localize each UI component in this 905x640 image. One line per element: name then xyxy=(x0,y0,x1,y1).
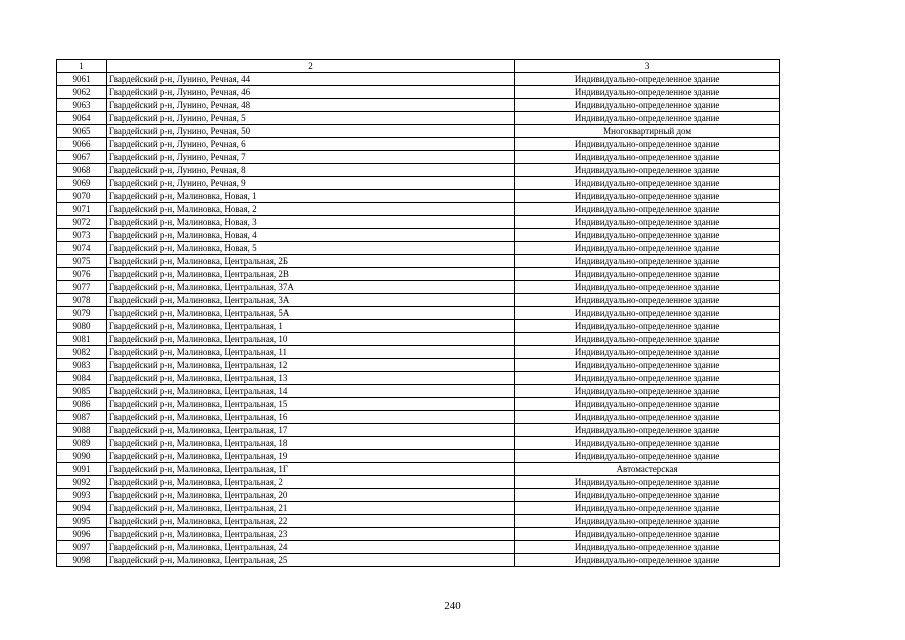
header-cell-2: 2 xyxy=(106,60,514,73)
table-row xyxy=(57,411,780,424)
table-row xyxy=(57,554,780,567)
row-number-cell: 9089 xyxy=(57,437,107,450)
row-number-cell: 9082 xyxy=(57,346,107,359)
table-row xyxy=(57,138,780,151)
table-row xyxy=(57,333,780,346)
address-cell: Гвардейский р-н, Малиновка, Новая, 4 xyxy=(106,229,514,242)
row-number-cell: 9092 xyxy=(57,476,107,489)
address-cell: Гвардейский р-н, Лунино, Речная, 8 xyxy=(106,164,514,177)
table-row xyxy=(57,73,780,86)
row-number-cell: 9095 xyxy=(57,515,107,528)
address-cell: Гвардейский р-н, Малиновка, Новая, 1 xyxy=(106,190,514,203)
row-number-cell: 9090 xyxy=(57,450,107,463)
row-number-cell: 9097 xyxy=(57,541,107,554)
row-number-cell: 9078 xyxy=(57,294,107,307)
table-row xyxy=(57,294,780,307)
row-number-cell: 9076 xyxy=(57,268,107,281)
building-type-cell: Индивидуально-определенное здание xyxy=(515,216,780,229)
building-type-cell: Автомастерская xyxy=(515,463,780,476)
address-cell: Гвардейский р-н, Малиновка, Центральная, 3А xyxy=(106,294,514,307)
row-number-cell: 9072 xyxy=(57,216,107,229)
address-cell: Гвардейский р-н, Малиновка, Центральная, 2 xyxy=(106,476,514,489)
address-cell: Гвардейский р-н, Малиновка, Новая, 3 xyxy=(106,216,514,229)
row-number-cell: 9087 xyxy=(57,411,107,424)
row-number-cell: 9091 xyxy=(57,463,107,476)
building-type-cell: Индивидуально-определенное здание xyxy=(515,268,780,281)
building-type-cell: Индивидуально-определенное здание xyxy=(515,242,780,255)
building-type-cell: Индивидуально-определенное здание xyxy=(515,450,780,463)
building-type-cell: Индивидуально-определенное здание xyxy=(515,281,780,294)
row-number-cell: 9098 xyxy=(57,554,107,567)
table-row xyxy=(57,99,780,112)
address-cell: Гвардейский р-н, Малиновка, Центральная, 1 xyxy=(106,320,514,333)
building-type-cell: Индивидуально-определенное здание xyxy=(515,515,780,528)
building-type-cell: Индивидуально-определенное здание xyxy=(515,203,780,216)
row-number-cell: 9073 xyxy=(57,229,107,242)
table-row xyxy=(57,86,780,99)
row-number-cell: 9074 xyxy=(57,242,107,255)
address-cell: Гвардейский р-н, Малиновка, Центральная, 2В xyxy=(106,268,514,281)
building-type-cell: Многоквартирный дом xyxy=(515,125,780,138)
page-number: 240 xyxy=(444,600,461,612)
table-header-row xyxy=(57,60,780,73)
row-number-cell: 9085 xyxy=(57,385,107,398)
header-cell-1: 1 xyxy=(57,60,107,73)
building-type-cell: Индивидуально-определенное здание xyxy=(515,164,780,177)
address-cell: Гвардейский р-н, Лунино, Речная, 46 xyxy=(106,86,514,99)
address-cell: Гвардейский р-н, Малиновка, Центральная, 20 xyxy=(106,489,514,502)
row-number-cell: 9064 xyxy=(57,112,107,125)
building-type-cell: Индивидуально-определенное здание xyxy=(515,398,780,411)
table-row xyxy=(57,164,780,177)
row-number-cell: 9081 xyxy=(57,333,107,346)
table-row xyxy=(57,229,780,242)
address-cell: Гвардейский р-н, Малиновка, Центральная, 5А xyxy=(106,307,514,320)
building-type-cell: Индивидуально-определенное здание xyxy=(515,541,780,554)
address-cell: Гвардейский р-н, Малиновка, Центральная, 17 xyxy=(106,424,514,437)
table-row xyxy=(57,320,780,333)
table-row xyxy=(57,346,780,359)
table-row xyxy=(57,359,780,372)
row-number-cell: 9069 xyxy=(57,177,107,190)
building-type-cell: Индивидуально-определенное здание xyxy=(515,476,780,489)
table-row xyxy=(57,541,780,554)
address-cell: Гвардейский р-н, Малиновка, Центральная, 37А xyxy=(106,281,514,294)
table-row xyxy=(57,463,780,476)
table-row xyxy=(57,515,780,528)
address-cell: Гвардейский р-н, Лунино, Речная, 44 xyxy=(106,73,514,86)
building-type-cell: Индивидуально-определенное здание xyxy=(515,333,780,346)
building-type-cell: Индивидуально-определенное здание xyxy=(515,177,780,190)
address-cell: Гвардейский р-н, Лунино, Речная, 9 xyxy=(106,177,514,190)
table-row xyxy=(57,398,780,411)
address-cell: Гвардейский р-н, Малиновка, Новая, 2 xyxy=(106,203,514,216)
address-cell: Гвардейский р-н, Малиновка, Центральная, 15 xyxy=(106,398,514,411)
address-cell: Гвардейский р-н, Лунино, Речная, 50 xyxy=(106,125,514,138)
address-cell: Гвардейский р-н, Лунино, Речная, 48 xyxy=(106,99,514,112)
building-type-cell: Индивидуально-определенное здание xyxy=(515,346,780,359)
building-type-cell: Индивидуально-определенное здание xyxy=(515,99,780,112)
address-cell: Гвардейский р-н, Малиновка, Центральная, 23 xyxy=(106,528,514,541)
table-row xyxy=(57,216,780,229)
row-number-cell: 9066 xyxy=(57,138,107,151)
building-type-cell: Индивидуально-определенное здание xyxy=(515,437,780,450)
address-cell: Гвардейский р-н, Малиновка, Центральная, 2Б xyxy=(106,255,514,268)
row-number-cell: 9071 xyxy=(57,203,107,216)
address-cell: Гвардейский р-н, Малиновка, Центральная, 21 xyxy=(106,502,514,515)
row-number-cell: 9079 xyxy=(57,307,107,320)
row-number-cell: 9065 xyxy=(57,125,107,138)
building-type-cell: Индивидуально-определенное здание xyxy=(515,255,780,268)
building-type-cell: Индивидуально-определенное здание xyxy=(515,151,780,164)
address-cell: Гвардейский р-н, Малиновка, Центральная, 25 xyxy=(106,554,514,567)
row-number-cell: 9086 xyxy=(57,398,107,411)
building-type-cell: Индивидуально-определенное здание xyxy=(515,359,780,372)
building-type-cell: Индивидуально-определенное здание xyxy=(515,372,780,385)
table-row xyxy=(57,203,780,216)
address-cell: Гвардейский р-н, Лунино, Речная, 7 xyxy=(106,151,514,164)
building-type-cell: Индивидуально-определенное здание xyxy=(515,229,780,242)
row-number-cell: 9068 xyxy=(57,164,107,177)
table-row xyxy=(57,372,780,385)
table-row xyxy=(57,125,780,138)
address-cell: Гвардейский р-н, Лунино, Речная, 5 xyxy=(106,112,514,125)
building-type-cell: Индивидуально-определенное здание xyxy=(515,73,780,86)
address-cell: Гвардейский р-н, Малиновка, Центральная, 10 xyxy=(106,333,514,346)
row-number-cell: 9080 xyxy=(57,320,107,333)
table-row xyxy=(57,476,780,489)
register-table xyxy=(56,59,780,567)
row-number-cell: 9067 xyxy=(57,151,107,164)
table-row xyxy=(57,450,780,463)
table-row xyxy=(57,528,780,541)
building-type-cell: Индивидуально-определенное здание xyxy=(515,307,780,320)
table-row xyxy=(57,502,780,515)
table-row xyxy=(57,177,780,190)
address-cell: Гвардейский р-н, Малиновка, Центральная, 12 xyxy=(106,359,514,372)
table-row xyxy=(57,151,780,164)
address-cell: Гвардейский р-н, Малиновка, Новая, 5 xyxy=(106,242,514,255)
address-cell: Гвардейский р-н, Малиновка, Центральная, 19 xyxy=(106,450,514,463)
table-row xyxy=(57,112,780,125)
row-number-cell: 9070 xyxy=(57,190,107,203)
building-type-cell: Индивидуально-определенное здание xyxy=(515,502,780,515)
row-number-cell: 9093 xyxy=(57,489,107,502)
address-cell: Гвардейский р-н, Малиновка, Центральная, 16 xyxy=(106,411,514,424)
address-cell: Гвардейский р-н, Малиновка, Центральная, 1Г xyxy=(106,463,514,476)
row-number-cell: 9062 xyxy=(57,86,107,99)
building-type-cell: Индивидуально-определенное здание xyxy=(515,411,780,424)
table-row xyxy=(57,268,780,281)
table-row xyxy=(57,489,780,502)
row-number-cell: 9061 xyxy=(57,73,107,86)
building-type-cell: Индивидуально-определенное здание xyxy=(515,424,780,437)
building-type-cell: Индивидуально-определенное здание xyxy=(515,385,780,398)
building-type-cell: Индивидуально-определенное здание xyxy=(515,294,780,307)
building-type-cell: Индивидуально-определенное здание xyxy=(515,138,780,151)
address-cell: Гвардейский р-н, Малиновка, Центральная, 22 xyxy=(106,515,514,528)
building-type-cell: Индивидуально-определенное здание xyxy=(515,554,780,567)
table-row xyxy=(57,307,780,320)
table-row xyxy=(57,281,780,294)
building-type-cell: Индивидуально-определенное здание xyxy=(515,112,780,125)
row-number-cell: 9075 xyxy=(57,255,107,268)
row-number-cell: 9094 xyxy=(57,502,107,515)
address-cell: Гвардейский р-н, Малиновка, Центральная, 18 xyxy=(106,437,514,450)
table-body xyxy=(57,60,780,567)
building-type-cell: Индивидуально-определенное здание xyxy=(515,190,780,203)
building-type-cell: Индивидуально-определенное здание xyxy=(515,320,780,333)
row-number-cell: 9083 xyxy=(57,359,107,372)
table-row xyxy=(57,385,780,398)
table-row xyxy=(57,437,780,450)
table-row xyxy=(57,190,780,203)
building-type-cell: Индивидуально-определенное здание xyxy=(515,489,780,502)
header-cell-3: 3 xyxy=(515,60,780,73)
address-cell: Гвардейский р-н, Малиновка, Центральная, 14 xyxy=(106,385,514,398)
table-row xyxy=(57,424,780,437)
address-cell: Гвардейский р-н, Малиновка, Центральная, 24 xyxy=(106,541,514,554)
row-number-cell: 9084 xyxy=(57,372,107,385)
row-number-cell: 9096 xyxy=(57,528,107,541)
row-number-cell: 9063 xyxy=(57,99,107,112)
address-cell: Гвардейский р-н, Лунино, Речная, 6 xyxy=(106,138,514,151)
address-cell: Гвардейский р-н, Малиновка, Центральная, 11 xyxy=(106,346,514,359)
table-row xyxy=(57,242,780,255)
address-cell: Гвардейский р-н, Малиновка, Центральная, 13 xyxy=(106,372,514,385)
row-number-cell: 9077 xyxy=(57,281,107,294)
table-row xyxy=(57,255,780,268)
building-type-cell: Индивидуально-определенное здание xyxy=(515,86,780,99)
row-number-cell: 9088 xyxy=(57,424,107,437)
building-type-cell: Индивидуально-определенное здание xyxy=(515,528,780,541)
